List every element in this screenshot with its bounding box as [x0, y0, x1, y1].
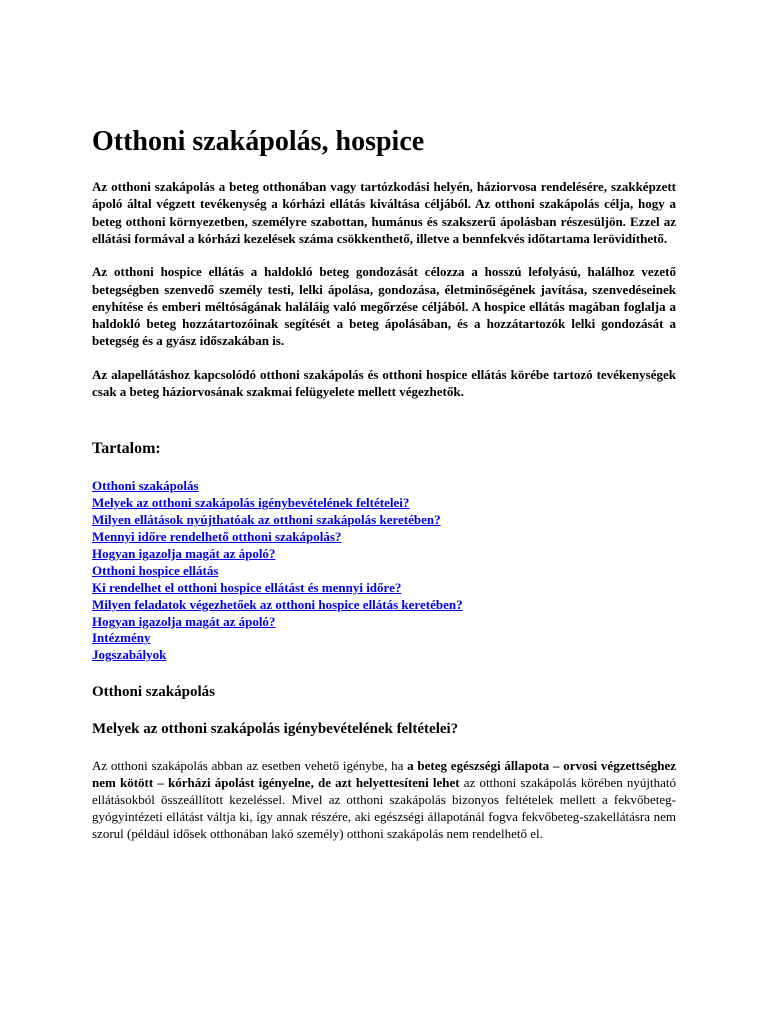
- toc-link[interactable]: Hogyan igazolja magát az ápoló?: [92, 613, 276, 629]
- section-heading: Otthoni szakápolás: [92, 684, 215, 701]
- toc-link[interactable]: Melyek az otthoni szakápolás igénybevételének feltételei?: [92, 495, 410, 511]
- toc-item: [92, 580, 676, 597]
- toc-link[interactable]: Jogszabályok: [92, 647, 167, 663]
- toc-link[interactable]: Otthoni hospice ellátás: [92, 562, 219, 578]
- subsection-heading: Melyek az otthoni szakápolás igénybevételének feltételei?: [92, 721, 459, 738]
- toc-title: Tartalom:: [92, 440, 161, 458]
- toc-link[interactable]: Ki rendelhet el otthoni hospice ellátást és mennyi időre?: [92, 579, 402, 595]
- intro-paragraph: Az otthoni szakápolás a beteg otthonában vagy tartózkodási helyén, háziorvosa rendelésére, szakképzett ápoló által végzett tevékenység a kórházi ellátás kiváltása céljából. Az otthoni szakápolás célja, hogy a beteg otthoni környezetben, személyre szabottan, humánus és szakszerű ápolásban részesüljön. Ezzel az ellátási formával a kórházi kezelések száma csökkenthető, illetve a bennfekvés időtartama lerövidíthető.: [92, 179, 676, 247]
- body-text: Az otthoni szakápolás abban az esetben vehető igénybe, ha: [92, 758, 408, 774]
- toc-item: [92, 512, 676, 529]
- toc-link[interactable]: Milyen ellátások nyújthatóak az otthoni szakápolás keretében?: [92, 512, 441, 528]
- toc-item: [92, 495, 676, 512]
- body-paragraph: [92, 758, 676, 842]
- intro-section: [92, 178, 676, 400]
- toc-item: [92, 647, 676, 664]
- toc-item: [92, 614, 676, 631]
- toc-item: [92, 546, 676, 563]
- toc-link[interactable]: Mennyi időre rendelhető otthoni szakápolás?: [92, 529, 342, 544]
- toc-link[interactable]: Milyen feladatok végezhetőek az otthoni hospice ellátás keretében?: [92, 596, 463, 612]
- toc-item: [92, 563, 676, 580]
- toc-item: [92, 529, 676, 546]
- toc-item: [92, 478, 676, 495]
- toc-link[interactable]: Intézmény: [92, 630, 151, 646]
- toc-link[interactable]: Otthoni szakápolás: [92, 478, 199, 494]
- toc-item: [92, 597, 676, 614]
- document-title: Otthoni szakápolás, hospice: [92, 126, 425, 157]
- toc-link[interactable]: Hogyan igazolja magát az ápoló?: [92, 545, 276, 561]
- body-bold-text: a beteg egészségi állapota – orvosi végzettséghez nem kötött – kórházi ápolást igényelne, de azt helyettesíteni lehet: [92, 758, 676, 791]
- intro-paragraph: Az otthoni hospice ellátás a haldokló beteg gondozását célozza a hosszú lefolyású, halálhoz vezető betegségben szenvedő személy testi, lelki ápolása, gondozása, életminőségének javítása, szenvedéseinek enyhítése és emberi méltóságának haláláig való megőrzése céljából. A hospice ellátás magában foglalja a haldokló beteg hozzátartozóinak segítését a beteg ápolásában, és a hozzátartozók lelki gondozását a betegség és a gyász időszakában is.: [92, 264, 676, 349]
- table-of-contents: [92, 478, 676, 664]
- intro-paragraph: Az alapellátáshoz kapcsolódó otthoni szakápolás és otthoni hospice ellátás körébe tartozó tevékenységek csak a beteg háziorvosának szakmai felügyelete mellett végezhetők.: [92, 366, 676, 399]
- body-text: az otthoni szakápolás körében nyújtható ellátásokból összeállított kezeléssel. Mivel az otthoni szakápolás bizonyos feltételek mellett a fekvőbeteg-gyógyintézeti ellátást váltja ki, így annak részére, aki egészségi állapotánál fogva fekvőbeteg-szakellátásra nem szorul (például idősek otthonában lakó személy) otthoni szakápolás nem rendelhető el.: [92, 775, 676, 841]
- toc-item: [92, 630, 676, 647]
